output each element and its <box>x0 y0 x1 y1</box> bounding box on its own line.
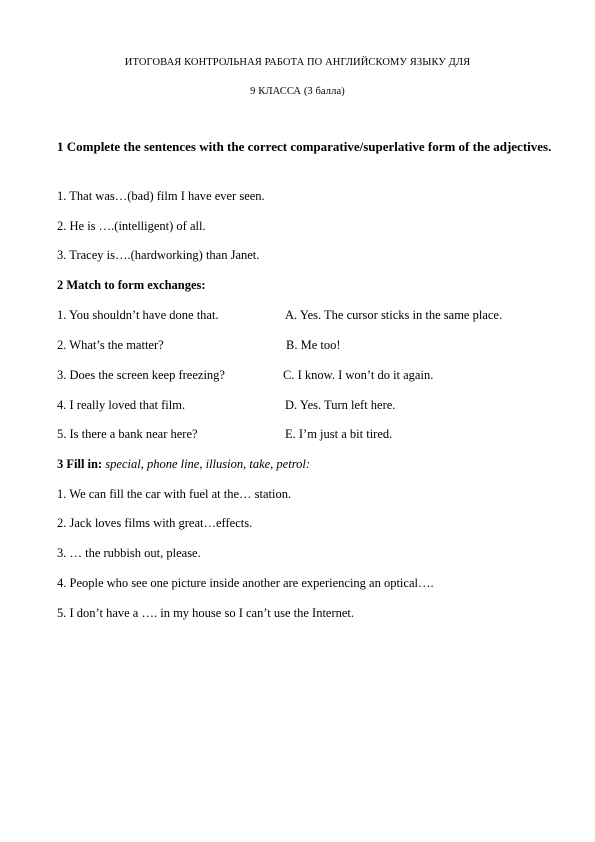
task2-right-item-b: B. Me too! <box>286 338 341 352</box>
task3-item-4: 4. People who see one picture inside another are experiencing an optical…. <box>57 576 434 590</box>
task2-right-item-d: D. Yes. Turn left here. <box>285 398 396 412</box>
task2-left-item-2: 2. What’s the matter? <box>57 338 164 352</box>
task1-item-2: 2. He is ….(intelligent) of all. <box>57 219 206 233</box>
task2-left-item-1: 1. You shouldn’t have done that. <box>57 308 219 322</box>
task2-left-item-3: 3. Does the screen keep freezing? <box>57 368 225 382</box>
task3-item-1: 1. We can fill the car with fuel at the… station. <box>57 487 292 501</box>
task2-right-item-e: E. I’m just a bit tired. <box>285 427 393 441</box>
worksheet-title: ИТОГОВАЯ КОНТРОЛЬНАЯ РАБОТА ПО АНГЛИЙСКОМУ ЯЗЫКУ ДЛЯ <box>124 57 471 68</box>
worksheet-subtitle: 9 КЛАССА (3 балла) <box>250 86 345 97</box>
task2-left-item-5: 5. Is there a bank near here? <box>57 427 198 441</box>
task2-right-item-a: A. Yes. The cursor sticks in the same place. <box>285 308 503 322</box>
task2-instruction: 2 Match to form exchanges: <box>57 278 206 292</box>
task1-item-3: 3. Tracey is….(hardworking) than Janet. <box>57 248 260 262</box>
task2-right-item-c: C. I know. I won’t do it again. <box>283 368 434 382</box>
task3-instruction-label: 3 Fill in: <box>57 457 106 471</box>
task3-word-list: special, phone line, illusion, take, petrol: <box>105 457 310 471</box>
task1-instruction: 1 Complete the sentences with the correct comparative/superlative form of the adjectives. <box>57 139 552 154</box>
task3-item-2: 2. Jack loves films with great…effects. <box>57 516 253 530</box>
task3-item-3: 3. … the rubbish out, please. <box>57 546 201 560</box>
task1-item-1: 1. That was…(bad) film I have ever seen. <box>57 189 265 203</box>
task3-instruction <box>57 456 310 472</box>
task2-left-item-4: 4. I really loved that film. <box>57 398 186 412</box>
task3-item-5: 5. I don’t have a …. in my house so I can’t use the Internet. <box>57 606 355 620</box>
